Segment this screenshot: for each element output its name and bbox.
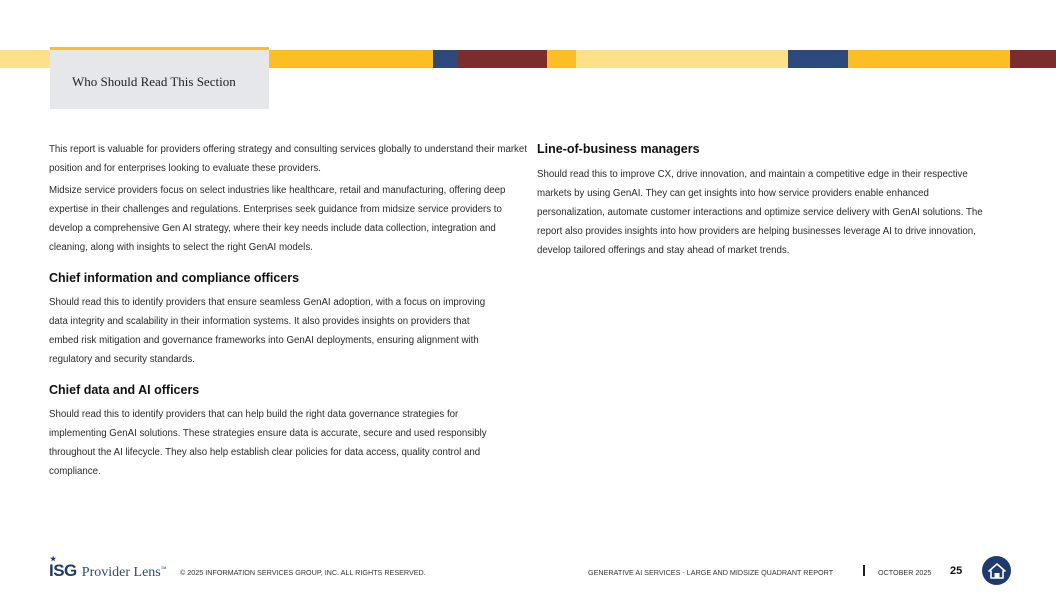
footer-divider bbox=[863, 565, 865, 576]
color-stripe-segment bbox=[0, 50, 50, 68]
page-footer bbox=[0, 555, 1056, 585]
page-number: 25 bbox=[950, 565, 963, 577]
right-column bbox=[537, 140, 1007, 260]
section-text-cdo: Should read this to identify providers that can help build the right data governance strategies for implementing GenAI solutions. These strategies ensure data is accurate, secure and used responsibly throughout the AI lifecycle. They also help establish clear policies for data access, quality control and compliance. bbox=[49, 409, 487, 477]
home-button[interactable] bbox=[982, 556, 1011, 585]
section-heading-cio: Chief information and compliance officers bbox=[49, 271, 300, 285]
section-text-cio: Should read this to identify providers that ensure seamless GenAI adoption, with a focus on improving data integrity and scalability in their information systems. It also provides insights on providers that embed risk mitigation and governance frameworks into GenAI deployments, ensuring alignment with regulatory and security standards. bbox=[49, 297, 486, 365]
section-text-lob: Should read this to improve CX, drive innovation, and maintain a competitive edge in their respective markets by using GenAI. They can get insights into how service providers enable enhanced personalization, automate customer interactions and optimize service delivery with GenAI solutions. The report also provides insights into how providers are helping businesses leverage AI to drive innovation, develop tailored offerings and stay ahead of market trends. bbox=[537, 169, 983, 256]
home-icon bbox=[988, 563, 1006, 579]
section-heading-lob: Line-of-business managers bbox=[537, 142, 700, 156]
copyright-text: © 2025 INFORMATION SERVICES GROUP, INC. ALL RIGHTS RESERVED. bbox=[180, 568, 426, 577]
color-stripe-segment bbox=[1010, 50, 1056, 68]
color-stripe-segment bbox=[788, 50, 848, 68]
star-icon: ★ bbox=[50, 556, 56, 563]
report-date: OCTOBER 2025 bbox=[878, 568, 932, 577]
color-stripe-segment bbox=[576, 50, 788, 68]
color-stripe-segment bbox=[848, 50, 1010, 68]
color-stripe-segment bbox=[547, 50, 576, 68]
logo-isg-wordmark: ★ ISG bbox=[49, 556, 77, 580]
color-stripe-segment bbox=[457, 50, 547, 68]
section-heading-cdo: Chief data and AI officers bbox=[49, 383, 200, 397]
left-column bbox=[49, 140, 527, 481]
section-tab bbox=[50, 47, 269, 109]
isg-provider-lens-logo bbox=[49, 556, 167, 580]
intro-paragraph: This report is valuable for providers offering strategy and consulting services globally to understand their market position and for enterprises looking to evaluate these providers. bbox=[49, 144, 527, 174]
logo-provider-lens-text: Provider Lens™ bbox=[81, 565, 167, 580]
section-title: Who Should Read This Section bbox=[72, 74, 236, 89]
intro-paragraph: Midsize service providers focus on select industries like healthcare, retail and manufacturing, offering deep expertise in their challenges and regulations. Enterprises seek guidance from midsize service providers to develop a comprehensive Gen AI strategy, where their key needs include data collection, integration and cleaning, along with insights to select the right GenAI models. bbox=[49, 185, 506, 253]
report-title: GENERATIVE AI SERVICES - LARGE AND MIDSIZE QUADRANT REPORT bbox=[588, 568, 834, 577]
color-stripe-segment bbox=[433, 50, 457, 68]
